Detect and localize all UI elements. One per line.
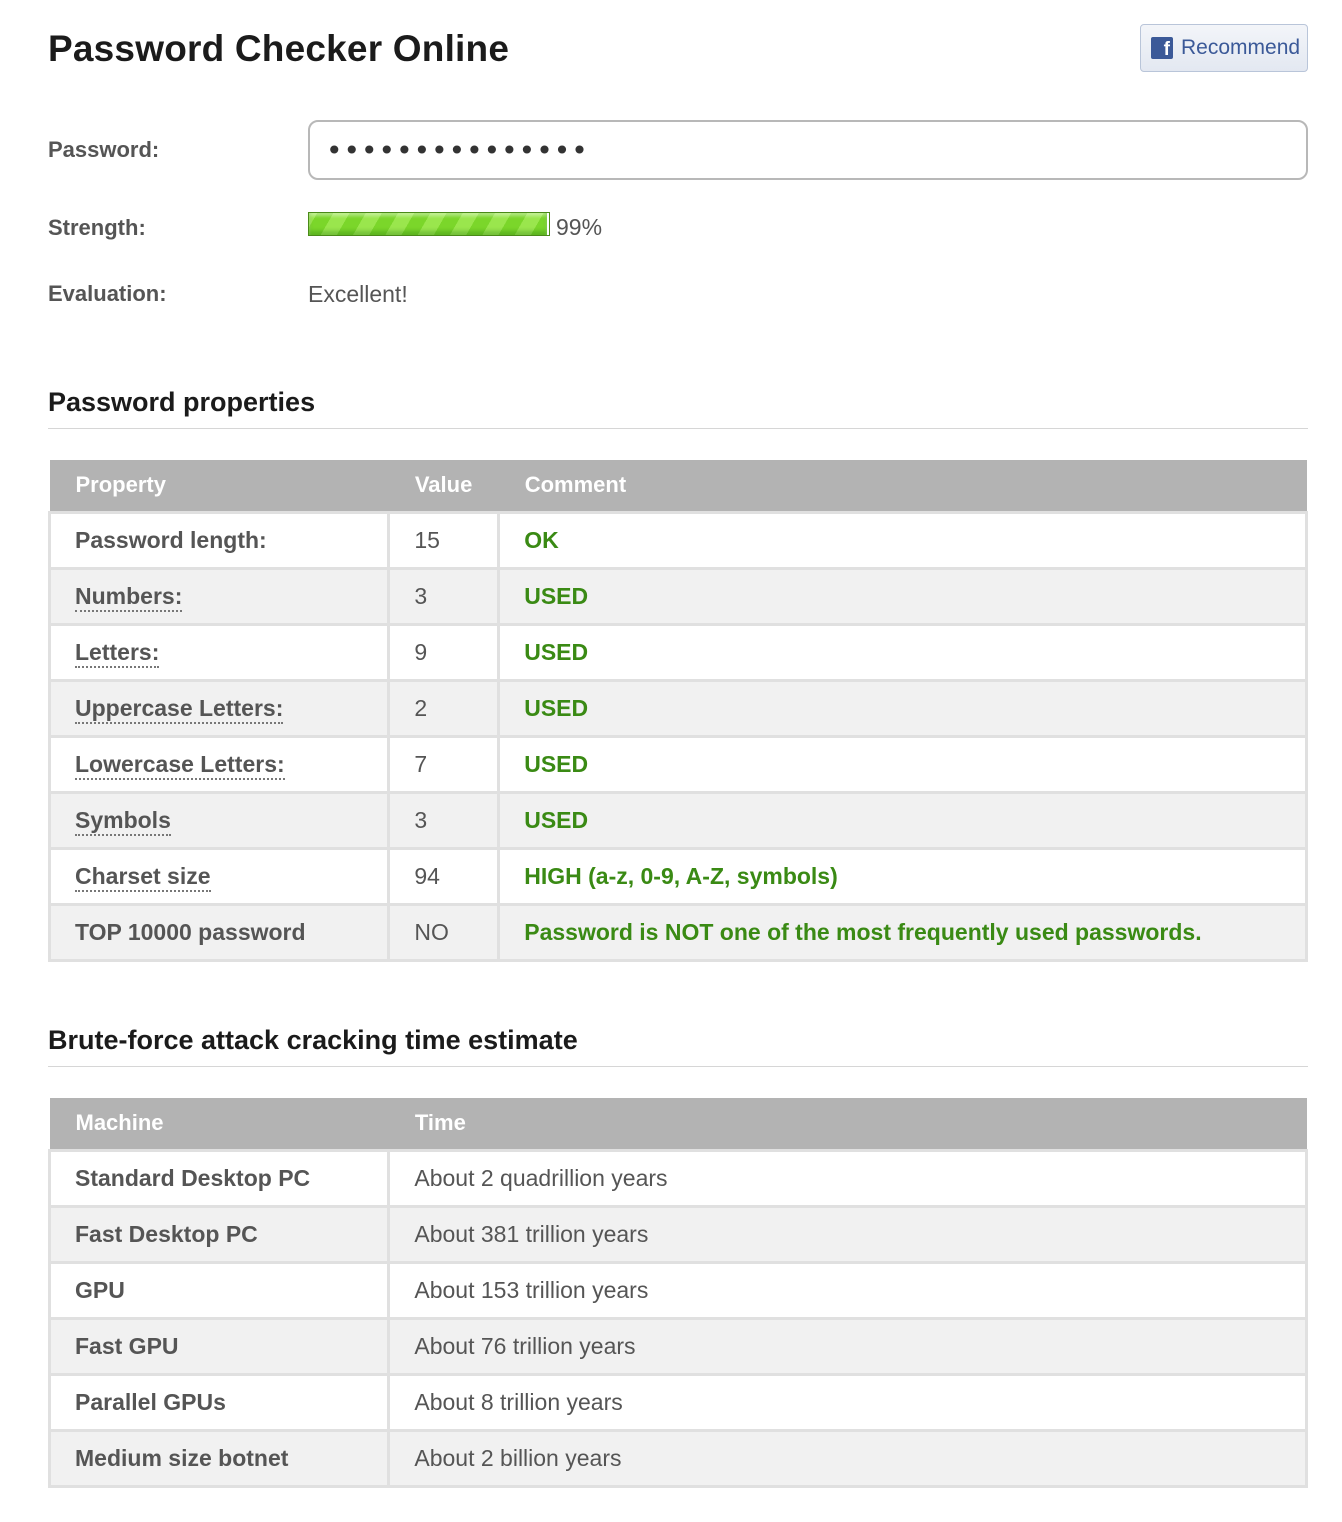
table-row bbox=[50, 1150, 1307, 1206]
column-header-value: Value bbox=[389, 460, 499, 512]
properties-divider bbox=[48, 428, 1308, 429]
machine-name: Medium size botnet bbox=[50, 1430, 389, 1486]
property-comment: HIGH (a-z, 0-9, A-Z, symbols) bbox=[499, 848, 1307, 904]
property-comment: Password is NOT one of the most frequently used passwords. bbox=[499, 904, 1307, 960]
property-name[interactable]: Charset size bbox=[75, 863, 211, 892]
property-name-cell[interactable] bbox=[50, 568, 389, 624]
evaluation-label: Evaluation: bbox=[48, 281, 167, 306]
machine-name: Standard Desktop PC bbox=[50, 1150, 389, 1206]
column-header-time: Time bbox=[389, 1098, 1307, 1150]
crack-time: About 153 trillion years bbox=[389, 1262, 1307, 1318]
table-row bbox=[50, 792, 1307, 848]
table-row bbox=[50, 568, 1307, 624]
page-title: Password Checker Online bbox=[48, 28, 510, 69]
bruteforce-divider bbox=[48, 1066, 1308, 1067]
password-label: Password: bbox=[48, 137, 160, 162]
crack-time: About 76 trillion years bbox=[389, 1318, 1307, 1374]
property-name: TOP 10000 password bbox=[75, 918, 306, 945]
table-row bbox=[50, 1262, 1307, 1318]
evaluation-value: Excellent! bbox=[308, 281, 408, 307]
table-row bbox=[50, 680, 1307, 736]
strength-percent: 99% bbox=[556, 214, 603, 240]
column-header-machine: Machine bbox=[50, 1098, 389, 1150]
property-value: 3 bbox=[389, 792, 499, 848]
crack-time: About 2 quadrillion years bbox=[389, 1150, 1307, 1206]
strength-bar-fill bbox=[309, 213, 547, 235]
table-row bbox=[50, 848, 1307, 904]
property-comment: OK bbox=[499, 512, 1307, 568]
property-value: 15 bbox=[389, 512, 499, 568]
property-comment: USED bbox=[499, 624, 1307, 680]
password-input[interactable] bbox=[308, 120, 1308, 180]
machine-name: Fast Desktop PC bbox=[50, 1206, 389, 1262]
property-name[interactable]: Numbers: bbox=[75, 583, 182, 612]
table-row bbox=[50, 736, 1307, 792]
property-name[interactable]: Letters: bbox=[75, 639, 159, 668]
property-value: 7 bbox=[389, 736, 499, 792]
table-row bbox=[50, 512, 1307, 568]
bruteforce-heading: Brute-force attack cracking time estimate bbox=[48, 1025, 578, 1055]
property-value: NO bbox=[389, 904, 499, 960]
machine-name: Parallel GPUs bbox=[50, 1374, 389, 1430]
property-comment: USED bbox=[499, 792, 1307, 848]
property-comment: USED bbox=[499, 680, 1307, 736]
property-name[interactable]: Lowercase Letters: bbox=[75, 751, 285, 780]
property-name-cell[interactable] bbox=[50, 624, 389, 680]
property-name-cell[interactable] bbox=[50, 792, 389, 848]
property-name-cell[interactable] bbox=[50, 736, 389, 792]
table-row bbox=[50, 1318, 1307, 1374]
property-name: Password length: bbox=[75, 526, 267, 553]
strength-bar bbox=[308, 212, 550, 236]
property-name-cell[interactable] bbox=[50, 848, 389, 904]
table-row bbox=[50, 1374, 1307, 1430]
facebook-icon: f bbox=[1151, 37, 1173, 59]
bruteforce-header-row bbox=[50, 1098, 1307, 1150]
table-row bbox=[50, 624, 1307, 680]
recommend-label: Recommend bbox=[1181, 36, 1301, 59]
table-row bbox=[50, 904, 1307, 960]
property-value: 94 bbox=[389, 848, 499, 904]
property-name[interactable]: Symbols bbox=[75, 807, 171, 836]
property-name-cell bbox=[50, 512, 389, 568]
column-header-comment: Comment bbox=[499, 460, 1307, 512]
crack-time: About 8 trillion years bbox=[389, 1374, 1307, 1430]
crack-time: About 2 billion years bbox=[389, 1430, 1307, 1486]
strength-label: Strength: bbox=[48, 215, 146, 240]
machine-name: GPU bbox=[50, 1262, 389, 1318]
properties-table bbox=[48, 460, 1308, 962]
table-row bbox=[50, 1430, 1307, 1486]
crack-time: About 381 trillion years bbox=[389, 1206, 1307, 1262]
property-value: 2 bbox=[389, 680, 499, 736]
machine-name: Fast GPU bbox=[50, 1318, 389, 1374]
properties-heading: Password properties bbox=[48, 387, 316, 417]
property-name-cell[interactable] bbox=[50, 680, 389, 736]
property-comment: USED bbox=[499, 568, 1307, 624]
facebook-recommend-button[interactable] bbox=[1140, 24, 1308, 72]
property-comment: USED bbox=[499, 736, 1307, 792]
bruteforce-table bbox=[48, 1098, 1308, 1488]
property-value: 9 bbox=[389, 624, 499, 680]
property-name-cell bbox=[50, 904, 389, 960]
property-name[interactable]: Uppercase Letters: bbox=[75, 695, 283, 724]
table-row bbox=[50, 1206, 1307, 1262]
properties-header-row bbox=[50, 460, 1307, 512]
property-value: 3 bbox=[389, 568, 499, 624]
column-header-property: Property bbox=[50, 460, 389, 512]
